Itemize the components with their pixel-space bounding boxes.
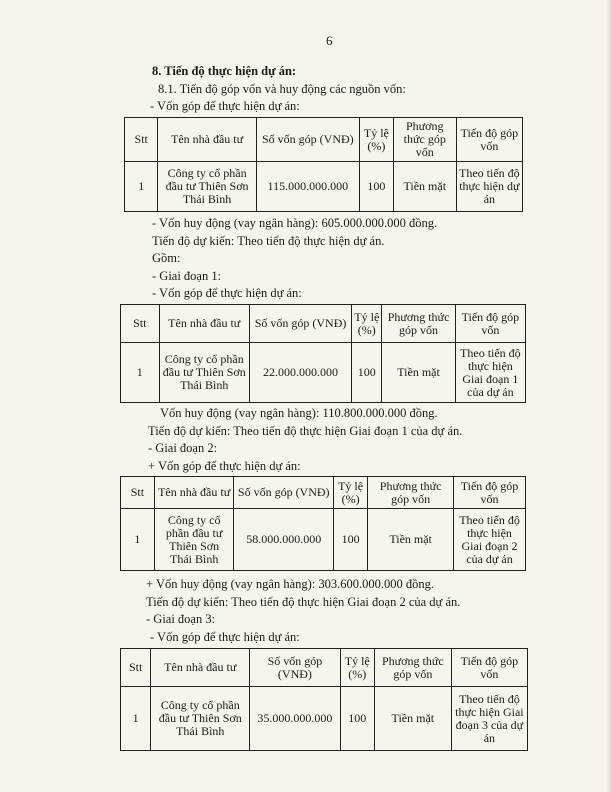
phase2-loan: + Vốn huy động (vay ngân hàng): 303.600.000.000 đồng. xyxy=(146,577,435,591)
col-investor: Tên nhà đầu tư xyxy=(158,118,256,162)
includes-label: Gồm: xyxy=(152,251,181,265)
phase2-capital-table: Stt Tên nhà đầu tư Số vốn góp (VNĐ) Tỷ lệ (%) Phương thức góp vốn Tiến độ góp vốn 1 Công ty cổ phần đầu tư Thiên Sơn Thái Bình 58.000.000.000 100 Tiền mặt Theo tiến độ thực hiện Giai đoạn 2 của dự án xyxy=(120,476,526,571)
col-stt: Stt xyxy=(125,118,158,162)
table-row: 1 Công ty cổ phần đầu tư Thiên Sơn Thái Bình 22.000.000.000 100 Tiền mặt Theo tiến độ thực hiện Giai đoạn 1 của dự án xyxy=(121,343,526,403)
phase1-progress: Tiến độ dự kiến: Theo tiến độ thực hiện Giai đoạn 1 của dự án. xyxy=(148,424,463,438)
phase1-title: - Giai đoạn 1: xyxy=(152,269,222,283)
scan-edge-shadow xyxy=(606,0,612,792)
phase2-title: - Giai đoạn 2: xyxy=(148,441,218,455)
page-number: 6 xyxy=(326,33,333,48)
phase3-capital-table: Stt Tên nhà đầu tư Số vốn góp (VNĐ) Tỷ lệ (%) Phương thức góp vốn Tiến độ góp vốn 1 Công ty cổ phần đầu tư Thiên Sơn Thái Bình 35.000.000.000 100 Tiền mặt Theo tiến độ thực hiện Giai đoạn 3 của dự án xyxy=(120,648,528,751)
col-ratio: Tỷ lệ (%) xyxy=(359,118,393,162)
overall-progress: Tiến độ dự kiến: Theo tiến độ thực hiện dự án. xyxy=(152,234,385,248)
phase1-intro: - Vốn góp để thực hiện dự án: xyxy=(152,286,302,300)
phase2-intro: + Vốn góp để thực hiện dự án: xyxy=(148,459,301,473)
phase1-capital-table: Stt Tên nhà đầu tư Số vốn góp (VNĐ) Tỷ lệ (%) Phương thức góp vốn Tiến độ góp vốn 1 Công ty cổ phần đầu tư Thiên Sơn Thái Bình 22.000.000.000 100 Tiền mặt Theo tiến độ thực hiện Giai đoạn 1 của dự án xyxy=(120,304,526,403)
phase1-loan: Vốn huy động (vay ngân hàng): 110.800.000.000 đồng. xyxy=(160,406,438,420)
phase3-intro: - Vốn góp để thực hiện dự án: xyxy=(150,630,300,644)
overall-loan: - Vốn huy động (vay ngân hàng): 605.000.000.000 đồng. xyxy=(152,216,438,230)
overall-intro: - Vốn góp để thực hiện dự án: xyxy=(150,99,300,113)
table-row: 1 Công ty cổ phần đầu tư Thiên Sơn Thái Bình 35.000.000.000 100 Tiền mặt Theo tiến độ thực hiện Giai đoạn 3 của dự án xyxy=(121,687,528,751)
col-amount: Số vốn góp (VNĐ) xyxy=(256,118,359,162)
phase2-progress: Tiến độ dự kiến: Theo tiến độ thực hiện Giai đoạn 2 của dự án. xyxy=(146,595,461,609)
col-method: Phương thức góp vốn xyxy=(393,118,456,162)
phase3-title: - Giai đoạn 3: xyxy=(146,612,216,626)
overall-capital-table xyxy=(124,117,523,212)
section-heading: 8. Tiến độ thực hiện dự án: xyxy=(152,64,297,78)
table-row: 1 Công ty cổ phần đầu tư Thiên Sơn Thái Bình 115.000.000.000 100 Tiền mặt Theo tiến độ thực hiện dự án xyxy=(125,162,523,212)
sub-heading: 8.1. Tiến độ góp vốn và huy động các nguồn vốn: xyxy=(158,82,406,96)
table-row: 1 Công ty cổ phần đầu tư Thiên Sơn Thái Bình 58.000.000.000 100 Tiền mặt Theo tiến độ thực hiện Giai đoạn 2 của dự án xyxy=(121,509,526,571)
col-schedule: Tiến độ góp vốn xyxy=(456,118,522,162)
